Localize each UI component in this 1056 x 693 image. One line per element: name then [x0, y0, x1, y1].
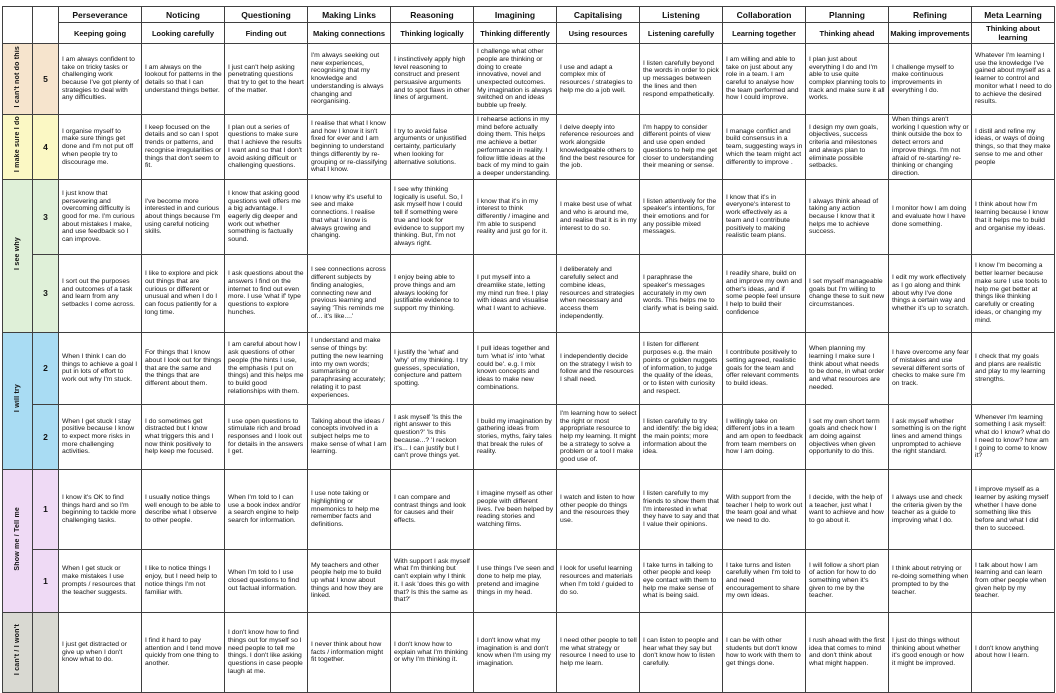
column-subtitle: Making improvements — [889, 23, 972, 44]
rubric-cell: I challenge myself to make continuous improvements in everything I do. — [889, 44, 972, 115]
rubric-cell: I contribute positively to setting agreed, realistic goals for the team and offer relevant comments to build ideas. — [723, 332, 806, 404]
column-subtitle: Thinking ahead — [806, 23, 889, 44]
rubric-cell: I set my own short term goals and check how I am doing against objectives when given opportunity to do this. — [806, 404, 889, 469]
rubric-cell: I paraphrase the speaker's messages accurately in my own words. This helps me to clarify what is being said. — [640, 254, 723, 332]
rubric-cell: When planning my learning I make sure I think about what needs to be done, in what order and what resources are needed. — [806, 332, 889, 404]
rubric-cell: I look for useful learning resources and materials when I'm told / guided to do so. — [557, 549, 640, 612]
rubric-body — [3, 44, 1055, 693]
rubric-cell: I just know that persevering and overcoming difficulty is good for me. I'm curious about mistakes I make, and use feedback so I can improve. — [59, 179, 142, 254]
rubric-cell: I use note taking or highlighting or mnemonics to help me remember facts and definitions. — [308, 469, 391, 549]
rubric-cell: I just get distracted or give up when I don't know what to do. — [59, 612, 142, 692]
rubric-cell: I instinctively apply high level reasoning to construct and present persuasive arguments and to spot flaws in other lines of argument. — [391, 44, 474, 115]
rubric-cell: I always use and check the criteria given by the teacher as a guide to improving what I do. — [889, 469, 972, 549]
column-subtitle: Learning together — [723, 23, 806, 44]
rubric-cell: I listen carefully beyond the words in order to pick up messages between the lines and then respond empathetically. — [640, 44, 723, 115]
header-subtitle-row — [3, 23, 1055, 44]
column-title-making-links: Making Links — [308, 7, 391, 23]
rubric-cell: I need other people to tell me what strategy or resource I need to use to help me learn. — [557, 612, 640, 692]
table-row — [3, 115, 1055, 180]
column-title-noticing: Noticing — [142, 7, 225, 23]
rubric-cell: I like to explore and pick out things that are curious or different or unusual and when I do I can focus patiently for a long time. — [142, 254, 225, 332]
rubric-cell: I rehearse actions in my mind before actually doing them. This helps me achieve a better performance in reality. I follow little ideas at the back of my mind to gain a deeper understanding. — [474, 115, 557, 180]
rubric-cell: I am careful about how I ask questions of other people (the hints I use, the emphasis I put on things) and this helps me to build good relationships with them. — [225, 332, 308, 404]
rubric-cell: I like to notice things I enjoy, but I need help to notice things I'm not familiar with. — [142, 549, 225, 612]
rubric-cell: With support from the teacher I help to work out the team goal and what we need to do. — [723, 469, 806, 549]
rubric-cell: I challenge what other people are thinking or doing to create innovative, novel and unexpected outcomes. My imagination is always switched on and ideas bubble up freely. — [474, 44, 557, 115]
level-number: 1 — [33, 549, 59, 612]
rubric-cell: I organise myself to make sure things get done and I'm not put off when people try to discourage me. — [59, 115, 142, 180]
column-title-questioning: Questioning — [225, 7, 308, 23]
rubric-cell: I keep focused on the details and so can I spot trends or patterns, and recognise irregularities or things that don't seem to fit. — [142, 115, 225, 180]
row-label-i-see-why — [3, 179, 33, 332]
rubric-cell: I justify the 'what' and 'why' of my thinking. I try guesses, speculation, conjecture and pattern spotting. — [391, 332, 474, 404]
rubric-cell: I plan out a series of questions to make sure that I achieve the results I want and so that I don't avoid asking difficult or challenging questions. — [225, 115, 308, 180]
rubric-cell: I never think about how facts / information might fit together. — [308, 612, 391, 692]
rubric-cell: I know that it's in everyone's interest to work effectively as a team and I contribute positively to making realistic team plans. — [723, 179, 806, 254]
rubric-cell: I ask myself whether something is on the right lines and amend things unprompted to achieve the right standard. — [889, 404, 972, 469]
row-label-text: I can't not do this — [14, 45, 21, 108]
column-title-reasoning: Reasoning — [391, 7, 474, 23]
level-number: 2 — [33, 404, 59, 469]
row-label-i-cant-i-wont — [3, 612, 33, 692]
table-row — [3, 332, 1055, 404]
row-label-text: I can't / I won't — [14, 624, 21, 676]
column-subtitle: Finding out — [225, 23, 308, 44]
level-number — [33, 612, 59, 692]
rubric-cell: I have overcome any fear of mistakes and use several different sorts of checks to make sure I'm on track. — [889, 332, 972, 404]
rubric-cell: I build my imagination by gathering ideas from stories, myths, fairy tales that break the rules of reality. — [474, 404, 557, 469]
level-number: 5 — [33, 44, 59, 115]
column-title-refining: Refining — [889, 7, 972, 23]
column-subtitle: Listening carefully — [640, 23, 723, 44]
row-label-i-make-sure-i-do — [3, 115, 33, 180]
level-number: 3 — [33, 254, 59, 332]
rubric-cell: I monitor how I am doing and evaluate how I have done something. — [889, 179, 972, 254]
rubric-cell: I think about retrying or re-doing something when prompted to by the teacher. — [889, 549, 972, 612]
rubric-cell: I listen carefully to my friends to show them that I'm interested in what they have to say and that I value their opinions. — [640, 469, 723, 549]
rubric-cell: I can compare and contrast things and look for causes and their effects. — [391, 469, 474, 549]
column-subtitle: Looking carefully — [142, 23, 225, 44]
rubric-cell: I see why thinking logically is useful. So, I ask myself how I could tell if something were true and look for evidence to support my thinking. But, I'm not always right. — [391, 179, 474, 254]
rubric-cell: I can be with other students but don't know how to work with them to get things done. — [723, 612, 806, 692]
column-subtitle: Using resources — [557, 23, 640, 44]
table-row — [3, 549, 1055, 612]
row-label-text: Show me / Tell me — [14, 506, 21, 571]
level-number: 2 — [33, 332, 59, 404]
column-title-perseverance: Perseverance — [59, 7, 142, 23]
rubric-cell: I enjoy being able to prove things and am always looking for justifiable evidence to support my thinking. — [391, 254, 474, 332]
rubric-cell: I take turns and listen carefully when I'm told to and need encouragement to share my own ideas. — [723, 549, 806, 612]
level-number: 4 — [33, 115, 59, 180]
rubric-header — [3, 7, 1055, 44]
header-title-row — [3, 7, 1055, 23]
row-label-show-me-tell-me — [3, 469, 33, 612]
column-title-capitalising: Capitalising — [557, 7, 640, 23]
rubric-cell: I use things I've seen and done to help me play, pretend and imagine things in my head. — [474, 549, 557, 612]
column-subtitle: Making connections — [308, 23, 391, 44]
rubric-cell: I know why it's useful to see and make connections. I realise that what I know is always growing and changing. — [308, 179, 391, 254]
table-row — [3, 469, 1055, 549]
rubric-cell: I independently decide on the strategy I wish to follow and the resources I shall need. — [557, 332, 640, 404]
rubric-cell: I rush ahead with the first idea that comes to mind and don't think about what might happen. — [806, 612, 889, 692]
table-row — [3, 612, 1055, 692]
rubric-cell: I see connections across different subjects by finding analogies, connecting new and previous learning and saying 'This reminds me of... it's like....' — [308, 254, 391, 332]
column-subtitle: Thinking about learning — [972, 23, 1055, 44]
rubric-cell: I know it's OK to find things hard and so I'm beginning to tackle more challenging tasks. — [59, 469, 142, 549]
row-label-text: I make sure I do — [14, 116, 21, 173]
rubric-cell: My teachers and other people help me to build up what I know about things and how they are linked. — [308, 549, 391, 612]
rubric-cell: I just can't help asking penetrating questions that try to get to the heart of the matter. — [225, 44, 308, 115]
rubric-cell: I try to avoid false arguments or unjustified certainty, particularly when looking for alternative solutions. — [391, 115, 474, 180]
column-title-planning: Planning — [806, 7, 889, 23]
rubric-cell: I delve deeply into reference resources and work alongside knowledgeable others to find the best resource for the job. — [557, 115, 640, 180]
row-label-i-cant-not-do-this — [3, 44, 33, 115]
rubric-cell: When things aren't working I question why or think outside the box to detect errors and improve things. I'm not afraid of re-starting/ re-thinking or changing direction. — [889, 115, 972, 180]
rubric-cell: I think about how I'm learning because I know that it helps me to build and organise my ideas. — [972, 179, 1055, 254]
rubric-cell: I edit my work effectively as I go along and think about why I've done things a certain way and whether it's up to scratch. — [889, 254, 972, 332]
rubric-cell: I willingly take on different jobs in a team and am open to feedback from team members on how I am doing. — [723, 404, 806, 469]
rubric-cell: When I get stuck I stay positive because I know to expect more risks in more challenging activities. — [59, 404, 142, 469]
rubric-cell: With support I ask myself what I'm thinking but can't explain why I think it. I ask 'does this go with that? Is this the same as that?' — [391, 549, 474, 612]
rubric-cell: I make best use of what and who is around me, and realise that it is in my interest to do so. — [557, 179, 640, 254]
rubric-cell: I design my own goals, objectives, success criteria and milestones and always plan to eliminate possible setbacks. — [806, 115, 889, 180]
rubric-cell: When I think I can do things to achieve a goal I put in lots of effort to work out why I'm stuck. — [59, 332, 142, 404]
rubric-cell: I decide, with the help of a teacher, just what I want to achieve and how to go about it. — [806, 469, 889, 549]
level-number-header — [33, 7, 59, 44]
column-subtitle: Keeping going — [59, 23, 142, 44]
rubric-cell: I just do things without thinking about whether it's good enough or how it might be improved. — [889, 612, 972, 692]
rubric-cell: I set myself manageable goals but I'm willing to change these to suit new circumstances. — [806, 254, 889, 332]
column-title-collaboration: Collaboration — [723, 7, 806, 23]
rubric-cell: I do sometimes get distracted but I know what triggers this and I now think positively to help keep me focused. — [142, 404, 225, 469]
rubric-cell: I will follow a short plan of action for how to do something when it's given to me by the teacher. — [806, 549, 889, 612]
rubric-cell: I'm learning how to select the right or most appropriate resource to help my learning. It might be a strategy to solve a problem or a tool I make good use of. — [557, 404, 640, 469]
column-title-imagining: Imagining — [474, 7, 557, 23]
rubric-cell: I watch and listen to how other people do things and the resources they use. — [557, 469, 640, 549]
rubric-table — [2, 6, 1055, 693]
row-label-text: I will try — [14, 384, 21, 413]
rubric-cell: I listen carefully to try and identify: the big idea; the main points; more information about the idea. — [640, 404, 723, 469]
rubric-cell: I am always on the lookout for patterns in the details so that I can understand things better. — [142, 44, 225, 115]
rubric-cell: Talking about the ideas / concepts involved in a subject helps me to make sense of what I am learning. — [308, 404, 391, 469]
table-row — [3, 44, 1055, 115]
rubric-cell: I put myself into a dreamlike state, letting my mind run free. I play with ideas and visualise what I want to achieve. — [474, 254, 557, 332]
rubric-cell: I know that it's in my interest to think differently / imagine and I'm able to suspend reality and just go for it. — [474, 179, 557, 254]
rubric-cell: I listen attentively for the speaker's intentions, for their emotions and for any possible mixed messages. — [640, 179, 723, 254]
table-row — [3, 254, 1055, 332]
rubric-cell: I don't know how to find things out for myself so I need people to tell me things. I don't like asking questions in case people laugh at me. — [225, 612, 308, 692]
rubric-cell: I ask questions about the answers I find on the internet to find out even more. I use 'what if' type questions to explore hunches. — [225, 254, 308, 332]
rubric-cell: I always think ahead of taking any action because I know that it helps me to achieve success. — [806, 179, 889, 254]
rubric-cell: I pull ideas together and turn 'what is' into 'what could be'. e.g. I mix known concepts and ideas to make new combinations. — [474, 332, 557, 404]
column-subtitle: Thinking differently — [474, 23, 557, 44]
rubric-cell: I check that my goals and plans are realistic and play to my learning strengths. — [972, 332, 1055, 404]
rubric-cell: I distil and refine my ideas, or ways of doing things, so that they make sense to me and other people — [972, 115, 1055, 180]
rubric-cell: Whenever I'm learning something I ask myself: what do I know? what do I need to know? how am I going to come to know it? — [972, 404, 1055, 469]
rubric-cell: Whatever I'm learning I use the knowledge I've gained about myself as a learner to control and monitor what I need to do to achieve the desired results. — [972, 44, 1055, 115]
rubric-cell: I don't know what my imagination is and don't know when I'm using my imagination. — [474, 612, 557, 692]
rubric-cell: I ask myself 'Is this the right answer to this question?' 'Is this because...? 'I reckon it's... I can justify but I can't prove things yet. — [391, 404, 474, 469]
rubric-cell: I improve myself as a learner by asking myself whether I have done something like this before and what I did then to succeed. — [972, 469, 1055, 549]
rubric-cell: I realise that what I know and how I know it isn't fixed for ever and I am beginning to understand things differently by re-grouping or re-classifying what I know. — [308, 115, 391, 180]
level-number: 1 — [33, 469, 59, 549]
rubric-cell: I'm happy to consider different points of view and use open ended questions to help me get closer to understanding their meaning or sense. — [640, 115, 723, 180]
rubric-cell: I don't know how to explain what I'm thinking or why I'm thinking it. — [391, 612, 474, 692]
rubric-cell: I manage conflict and build consensus in a team, suggesting ways in which the team might act differently to improve . — [723, 115, 806, 180]
rubric-cell: I deliberately and carefully select and combine ideas, resources and strategies when necessary and access them independently. — [557, 254, 640, 332]
rubric-cell: I can listen to people and hear what they say but don't know how to listen carefully. — [640, 612, 723, 692]
row-label-text: I see why — [14, 236, 21, 270]
row-label-i-will-try — [3, 332, 33, 469]
rubric-cell: I usually notice things well enough to be able to describe what I observe to other people. — [142, 469, 225, 549]
rubric-cell: For things that I know about I look out for things that are the same and the things that are different about them. — [142, 332, 225, 404]
rubric-cell: I am always confident to take on tricky tasks or challenging work because I've got plenty of strategies to deal with any difficulties. — [59, 44, 142, 115]
column-title-meta-learning: Meta Learning — [972, 7, 1055, 23]
table-row — [3, 404, 1055, 469]
corner-spacer — [3, 7, 33, 44]
column-title-listening: Listening — [640, 7, 723, 23]
rubric-cell: I've become more interested in and curious about things because I'm using careful noticing skills. — [142, 179, 225, 254]
rubric-cell: I plan just about everything I do and I'm able to use quite complex planning tools to track and make sure it all works. — [806, 44, 889, 115]
rubric-cell: I sort out the purposes and outcomes of a task and learn from any setbacks I come across. — [59, 254, 142, 332]
rubric-cell: When I'm told to I use closed questions to find out factual information. — [225, 549, 308, 612]
rubric-cell: I'm always seeking out new experiences, recognising that my knowledge and understanding is always changing and reorganising. — [308, 44, 391, 115]
rubric-cell: I readily share, build on and improve my own and other's ideas, and if some people feel unsure I help to build their confidence — [723, 254, 806, 332]
rubric-cell: I imagine myself as other people with different lives. I've been helped by reading stories and watching films. — [474, 469, 557, 549]
rubric-cell: I use and adapt a complex mix of resources / strategies to help me do a job well. — [557, 44, 640, 115]
rubric-cell: I am willing and able to take on just about any role in a team. I am careful to analyse how the team performed and how I could improve. — [723, 44, 806, 115]
rubric-cell: I listen for different purposes e.g. the main points or golden nuggets of information, to judge the quality of the ideas, or to listen with curiosity and respect. — [640, 332, 723, 404]
rubric-cell: I use open questions to stimulate rich and broad responses and I look out for details in the answers I get. — [225, 404, 308, 469]
rubric-cell: When I'm told to I can use a book index and/or a search engine to help search for information. — [225, 469, 308, 549]
column-subtitle: Thinking logically — [391, 23, 474, 44]
rubric-cell: I understand and make sense of things by: putting the new learning into my own words; summarising or paraphrasing accurately; relating it to past experiences. — [308, 332, 391, 404]
rubric-cell: I know I'm becoming a better learner because make sure I use tools to help me get better at things like thinking carefully or creating ideas, or changing my mind. — [972, 254, 1055, 332]
rubric-cell: I know that asking good questions well offers me a big advantage. I eagerly dig deeper and work out whether something is factually sound. — [225, 179, 308, 254]
table-row — [3, 179, 1055, 254]
rubric-cell: I talk about how I am learning and can learn from other people when given help by my teacher. — [972, 549, 1055, 612]
rubric-cell: I take turns in talking to other people and keep eye contact with them to help me make sense of what is being said. — [640, 549, 723, 612]
rubric-cell: I don't know anything about how I learn. — [972, 612, 1055, 692]
rubric-cell: I find it hard to pay attention and I tend move quickly from one thing to another. — [142, 612, 225, 692]
rubric-cell: When I get stuck or make mistakes I use prompts / resources that the teacher suggests. — [59, 549, 142, 612]
level-number: 3 — [33, 179, 59, 254]
